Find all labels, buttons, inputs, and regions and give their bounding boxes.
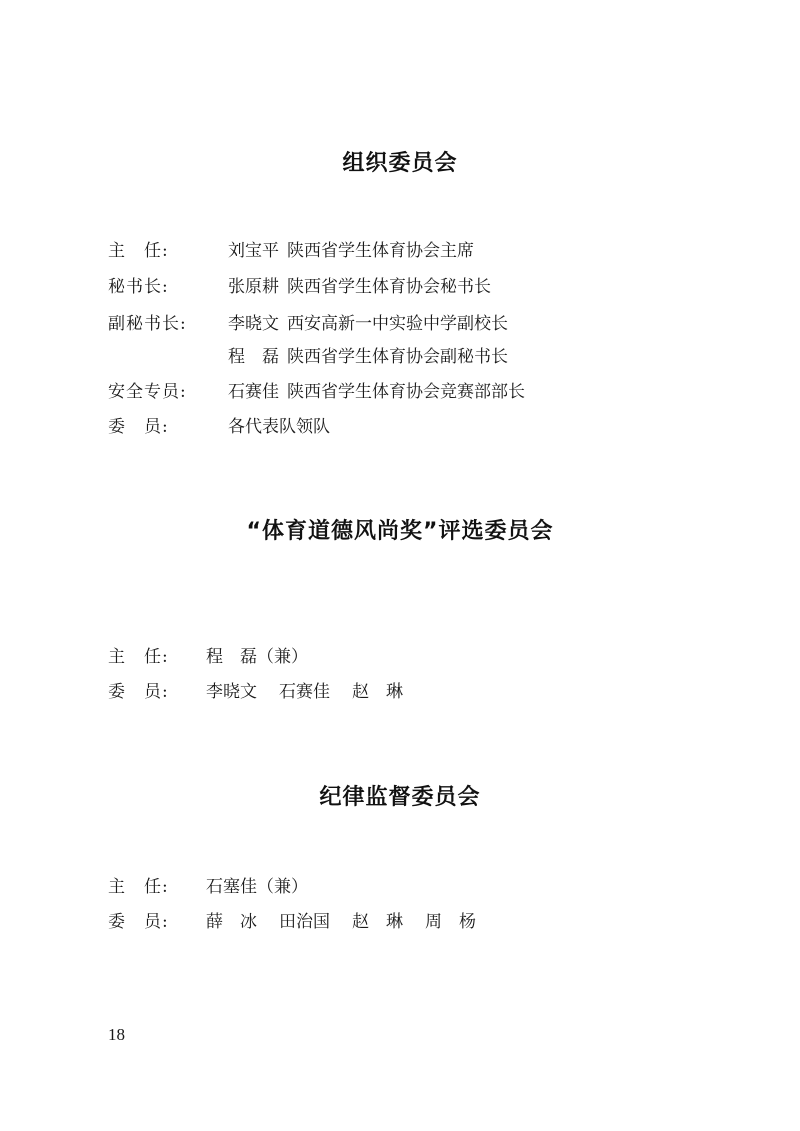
member-name: 薛 冰 <box>206 912 257 932</box>
role-label: 主 任: <box>108 877 169 897</box>
member-name: 赵 琳 <box>352 912 403 932</box>
committee-row <box>108 872 308 902</box>
role-label: 副秘书长: <box>108 314 187 334</box>
role-label: 安全专员: <box>108 382 187 402</box>
member-name: 田治国 <box>279 912 330 932</box>
member-title: 陕西省学生体育协会副秘书长 <box>287 347 508 367</box>
member-title: 陕西省学生体育协会主席 <box>287 241 474 261</box>
member-name: 李晓文 <box>228 314 279 334</box>
role-label: 主 任: <box>108 647 169 667</box>
committee-row <box>108 236 474 266</box>
role-label: 委 员: <box>108 912 169 932</box>
committee-row <box>108 642 308 672</box>
member-name: 石赛佳 <box>228 382 279 402</box>
member-title: 西安高新一中实验中学副校长 <box>287 314 508 334</box>
committee-row <box>108 272 491 302</box>
committee-row <box>108 677 403 707</box>
section-title-sportsmanship-award-committee: “体育道德风尚奖”评选委员会 <box>246 519 554 544</box>
section-title-discipline-committee: 纪律监督委员会 <box>319 785 481 810</box>
committee-row <box>108 412 338 442</box>
committee-row <box>108 309 508 339</box>
role-label: 委 员: <box>108 417 169 437</box>
member-name: 程 磊（兼） <box>206 647 308 667</box>
member-title: 陕西省学生体育协会秘书长 <box>287 277 491 297</box>
page-number: 18 <box>108 1025 125 1044</box>
member-name: 周 杨 <box>425 912 476 932</box>
member-name: 程 磊 <box>228 347 279 367</box>
member-name: 张原耕 <box>228 277 279 297</box>
member-name: 各代表队领队 <box>228 417 330 437</box>
member-name: 刘宝平 <box>228 241 279 261</box>
member-title: 陕西省学生体育协会竞赛部部长 <box>287 382 525 402</box>
section-title-organizing-committee: 组织委员会 <box>342 151 458 176</box>
role-label: 委 员: <box>108 682 169 702</box>
member-name: 石赛佳 <box>279 682 330 702</box>
role-label: 秘书长: <box>108 277 169 297</box>
member-name: 李晓文 <box>206 682 257 702</box>
member-name: 赵 琳 <box>352 682 403 702</box>
role-label: 主 任: <box>108 241 169 261</box>
member-name: 石塞佳（兼） <box>206 877 308 897</box>
committee-row <box>108 342 508 372</box>
committee-row <box>108 907 476 937</box>
committee-row <box>108 377 525 407</box>
